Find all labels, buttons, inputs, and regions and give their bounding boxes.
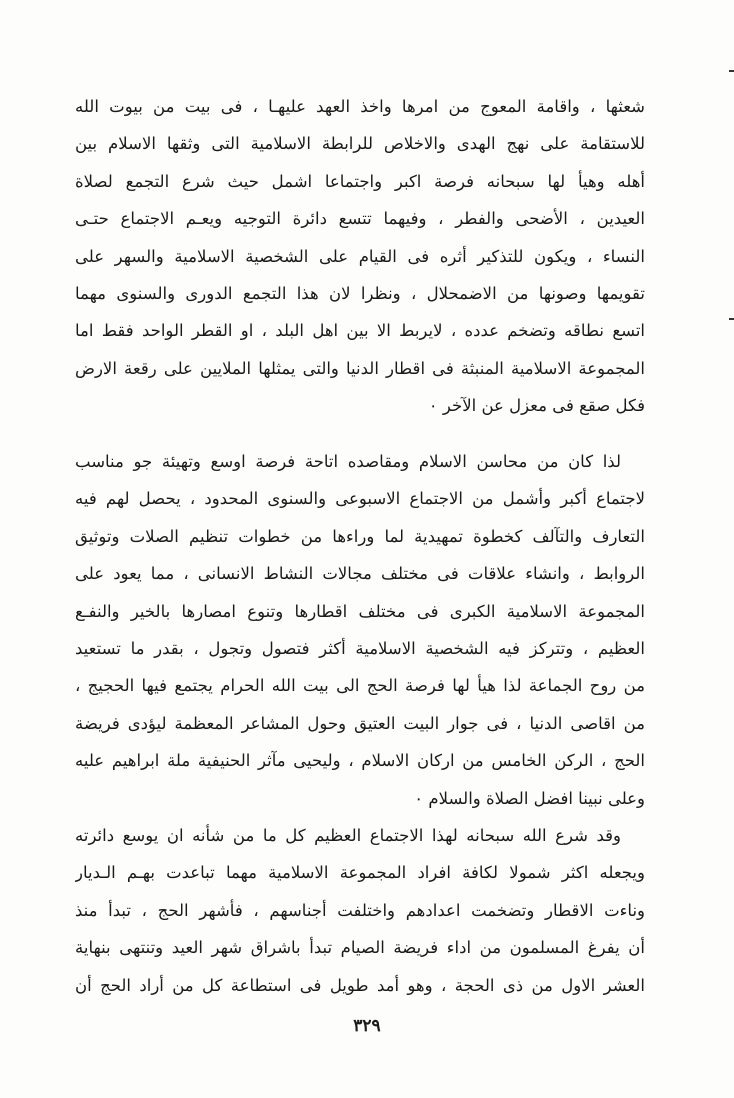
- text-line: لذا كان من محاسن الاسلام ومقاصده اتاحة فرصة اوسع وتهيئة جو مناسب: [75, 452, 621, 471]
- scan-edge-mark: [729, 70, 734, 72]
- text-line: العظيم ، وتتركز فيه الشخصية الاسلامية أكثر فتصول وتجول ، بقدر ما تستعيد: [75, 638, 645, 658]
- text-line: العيدين ، الأضحى والفطر ، وفيهما تتسع دائرة التوجيه ويعـم الاجتماع حتـى: [75, 209, 645, 229]
- text-line: لاجتماع أكبر وأشمل من الاجتماع الاسبوعى والسنوى المحدود ، يحصل لهم فيه: [75, 489, 645, 509]
- text-line: وعلى نبينا افضل الصلاة والسلام ٠: [414, 788, 645, 808]
- text-line: من روح الجماعة لذا هيأ لها فرصة الحج الى بيت الله الحرام يجتمع فيها الحجيج ،: [75, 676, 645, 696]
- text-line: وناءت الاقطار وتضخمت اعدادهم واختلفت أجناسهم ، فأشهر الحج ، تبدأ منذ: [75, 900, 645, 920]
- paragraph-1: [75, 88, 645, 425]
- text-line: التعارف والتآلف كخطوة تمهيدية لما وراءها من خطوات تنظيم الصلات وتوثيق: [75, 526, 645, 546]
- text-line: وقد شرع الله سبحانه لهذا الاجتماع العظيم كل ما من شأنه ان يوسع دائرته: [75, 826, 621, 845]
- text-line: تقويمها وصونها من الاضمحلال ، ونظرا لان هذا التجمع الدورى والسنوى مهما: [75, 283, 645, 303]
- text-line: الروابط ، وانشاء علاقات فى مختلف مجالات النشاط الانسانى ، مما يعود على: [75, 564, 645, 584]
- text-line: أن يفرغ المسلمون من اداء فريضة الصيام تبدأ باشراق شهر العيد وتنتهى بنهاية: [75, 938, 645, 958]
- text-line: الحج ، الركن الخامس من اركان الاسلام ، وليحيى مآثر الحنيفية ملة ابراهيم عليه: [75, 751, 645, 771]
- text-line: العشر الاول من ذى الحجة ، وهو أمد طويل فى استطاعة كل من أراد الحج أن: [75, 975, 645, 995]
- text-line: المجموعة الاسلامية الكبرى فى مختلف اقطارها وتنوع امصارها بالخير والنفـع: [75, 601, 645, 621]
- text-line: فكل صقع فى معزل عن الآخر ٠: [428, 396, 645, 416]
- text-line: النساء ، ويكون للتذكير أثره فى القيام على الشخصية الاسلامية والسهر على: [75, 246, 645, 266]
- text-line: أهله وهيأ لها سبحانه فرصة اكبر واجتماعا اشمل حيث شرع التجمع لصلاة: [75, 171, 645, 191]
- text-line: من اقاصى الدنيا ، فى جوار البيت العتيق وحول المشاعر المعظمة ليؤدى فريضة: [75, 713, 645, 733]
- scan-edge-mark: [729, 318, 734, 320]
- page-number: ٣٢٩: [353, 1016, 381, 1036]
- text-line: شعثها ، واقامة المعوج من امرها واخذ العهد عليهـا ، فى بيت من بيوت الله: [75, 97, 645, 116]
- text-line: للاستقامة على نهج الهدى والاخلاص للرابطة الاسلامية التى وثقها الاسلام بين: [75, 134, 645, 154]
- text-line: اتسع نطاقه وتضخم عدده ، لايربط الا بين اهل البلد ، او القطر الواحد فقط اما: [75, 321, 645, 341]
- paragraph-2: [75, 443, 645, 817]
- text-line: المجموعة الاسلامية المنبثة فى اقطار الدنيا والتى يمثلها الملايين على رقعة الارض: [75, 358, 645, 378]
- paragraph-3: [75, 817, 645, 1004]
- text-line: ويجعله اكثر شمولا لكافة افراد المجموعة الاسلامية مهما تباعدت بهـم الـديار: [75, 863, 645, 883]
